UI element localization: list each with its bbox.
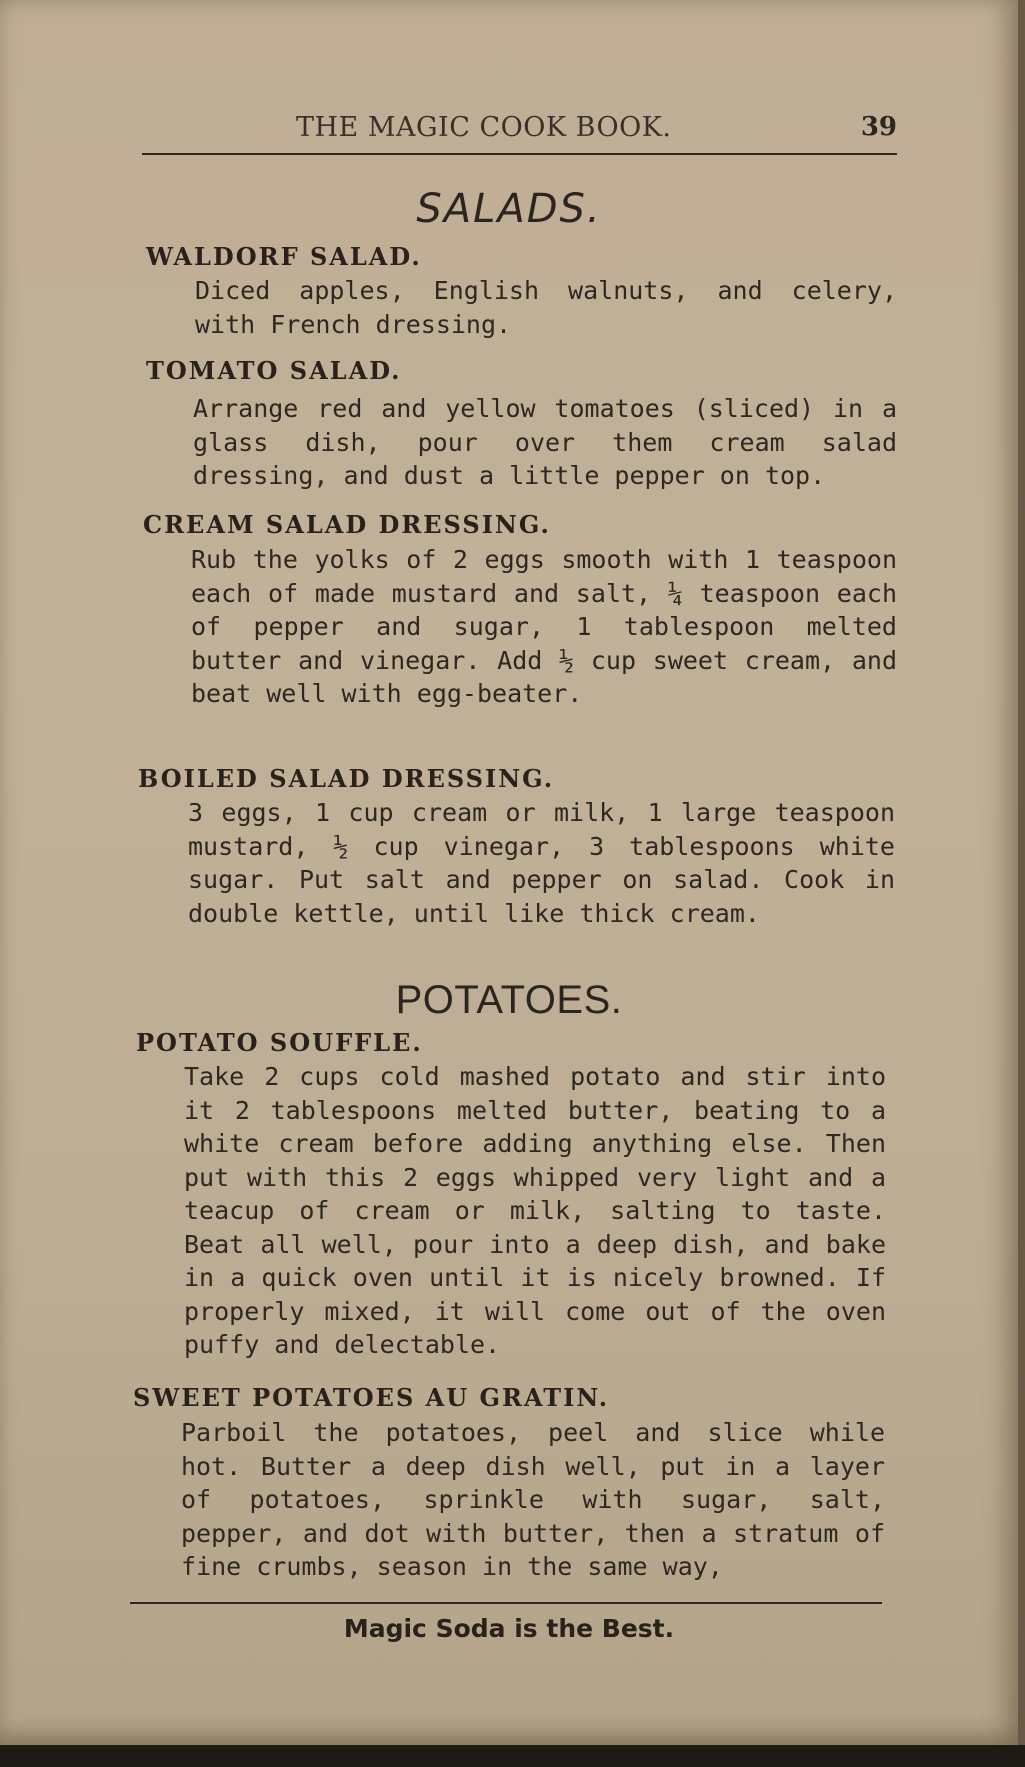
section-title-potatoes: POTATOES. — [395, 978, 623, 1022]
section-title-salads: SALADS. — [416, 186, 602, 232]
running-header — [140, 112, 905, 152]
running-title: THE MAGIC COOK BOOK. — [296, 112, 672, 143]
recipe-body-tomato-salad: Arrange red and yellow tomatoes (sliced) in a glass dish, pour over them cream salad dressing, and dust a little pepper on top. — [193, 394, 897, 490]
recipe-body-waldorf-salad: Diced apples, English walnuts, and celery, with French dressing. — [195, 276, 897, 339]
recipe-title-sweet-potatoes-au-gratin: SWEET POTATOES AU GRATIN. — [133, 1383, 610, 1412]
recipe-title-boiled-salad-dressing: BOILED SALAD DRESSING. — [138, 764, 555, 793]
recipe-body-boiled-salad-dressing: 3 eggs, 1 cup cream or milk, 1 large teaspoon mustard, ½ cup vinegar, 3 tablespoons white sugar. Put salt and pepper on salad. Cook in double kettle, until like thick cream. — [188, 798, 895, 928]
page-number: 39 — [860, 112, 897, 142]
page-edge-bottom — [0, 1745, 1025, 1767]
recipe-body-cream-salad-dressing: Rub the yolks of 2 eggs smooth with 1 teaspoon each of made mustard and salt, ¼ teaspoon each of pepper and sugar, 1 tablespoon melted butter and vinegar. Add ½ cup sweet cream, and beat well with egg-beater. — [191, 545, 897, 708]
header-rule — [142, 153, 897, 155]
recipe-title-potato-souffle: POTATO SOUFFLE. — [136, 1028, 423, 1057]
recipe-body-potato-souffle: Take 2 cups cold mashed potato and stir into it 2 tablespoons melted butter, beating to a white cream before adding anything else. Then put with this 2 eggs whipped very light and a teacup of cream or milk, salting to taste. Beat all well, pour into a deep dish, and bake in a quick oven until it is nicely browned. If properly mixed, it will come out of the oven puffy and delectable. — [184, 1062, 886, 1359]
footer-rule — [130, 1602, 882, 1604]
footer-slogan: Magic Soda is the Best. — [343, 1614, 675, 1643]
recipe-title-tomato-salad: TOMATO SALAD. — [146, 356, 402, 385]
recipe-title-cream-salad-dressing: CREAM SALAD DRESSING. — [143, 510, 551, 539]
page-edge-right — [1018, 0, 1025, 1767]
recipe-title-waldorf-salad: WALDORF SALAD. — [146, 242, 422, 271]
recipe-body-sweet-potatoes-au-gratin: Parboil the potatoes, peel and slice while hot. Butter a deep dish well, put in a layer of potatoes, sprinkle with sugar, salt, pepper, and dot with butter, then a stratum of fine crumbs, season in the same way, — [181, 1418, 885, 1581]
